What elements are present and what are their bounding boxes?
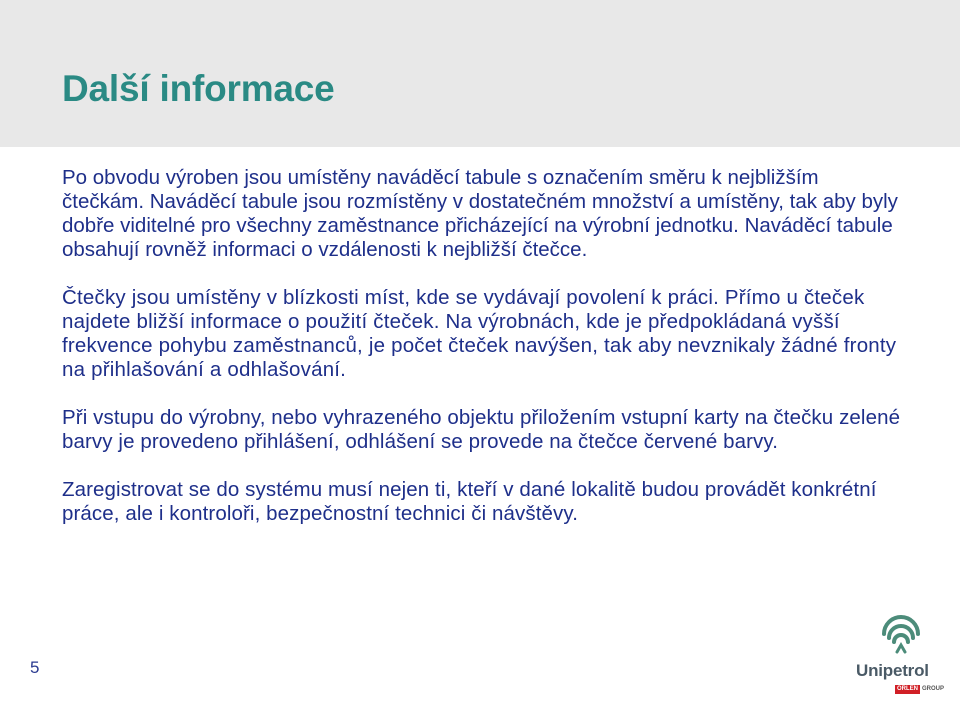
unipetrol-logo-icon — [878, 612, 924, 658]
unipetrol-logo — [850, 612, 950, 702]
slide-title: Další informace — [62, 68, 335, 109]
paragraph-guidance-boards: Po obvodu výroben jsou umístěny naváděcí tabule s označením směru k nejbližším čtečkám. Naváděcí tabule jsou rozmístěny v dostatečném množství a umístěny, tak aby byly dobře viditelné pro všechny zaměstnance přicházející na výrobní jednotku. Naváděcí tabule obsahují rovněž informaci o vzdálenosti k nejbližší čtečce. — [62, 166, 898, 261]
slide-body — [62, 166, 902, 526]
paragraph-readers-location: Čtečky jsou umístěny v blízkosti míst, kde se vydávají povolení k práci. Přímo u čteček najdete bližší informace o použití čteček. Na výrobnách, kde je předpokládaná vyšší frekvence pohybu zaměstnanců, je počet čteček navýšen, tak aby nevznikaly žádné fronty na přihlašování a odhlašování. — [62, 286, 897, 381]
paragraph-registration: Zaregistrovat se do systému musí nejen ti, kteří v dané lokalitě budou provádět konkrétní práce, ale i kontroloři, bezpečnostní technici či návštěvy. — [62, 478, 877, 525]
page-number: 5 — [30, 658, 40, 677]
logo-group-line — [895, 685, 944, 694]
group-label: GROUP — [922, 686, 945, 692]
logo-wordmark: Unipetrol — [856, 661, 929, 680]
paragraph-login-procedure: Při vstupu do výrobny, nebo vyhrazeného objektu přiložením vstupní karty na čtečku zelené barvy je provedeno přihlášení, odhlášení se provede na čtečce červené barvy. — [62, 406, 901, 453]
orlen-badge: ORLEN — [897, 686, 918, 692]
